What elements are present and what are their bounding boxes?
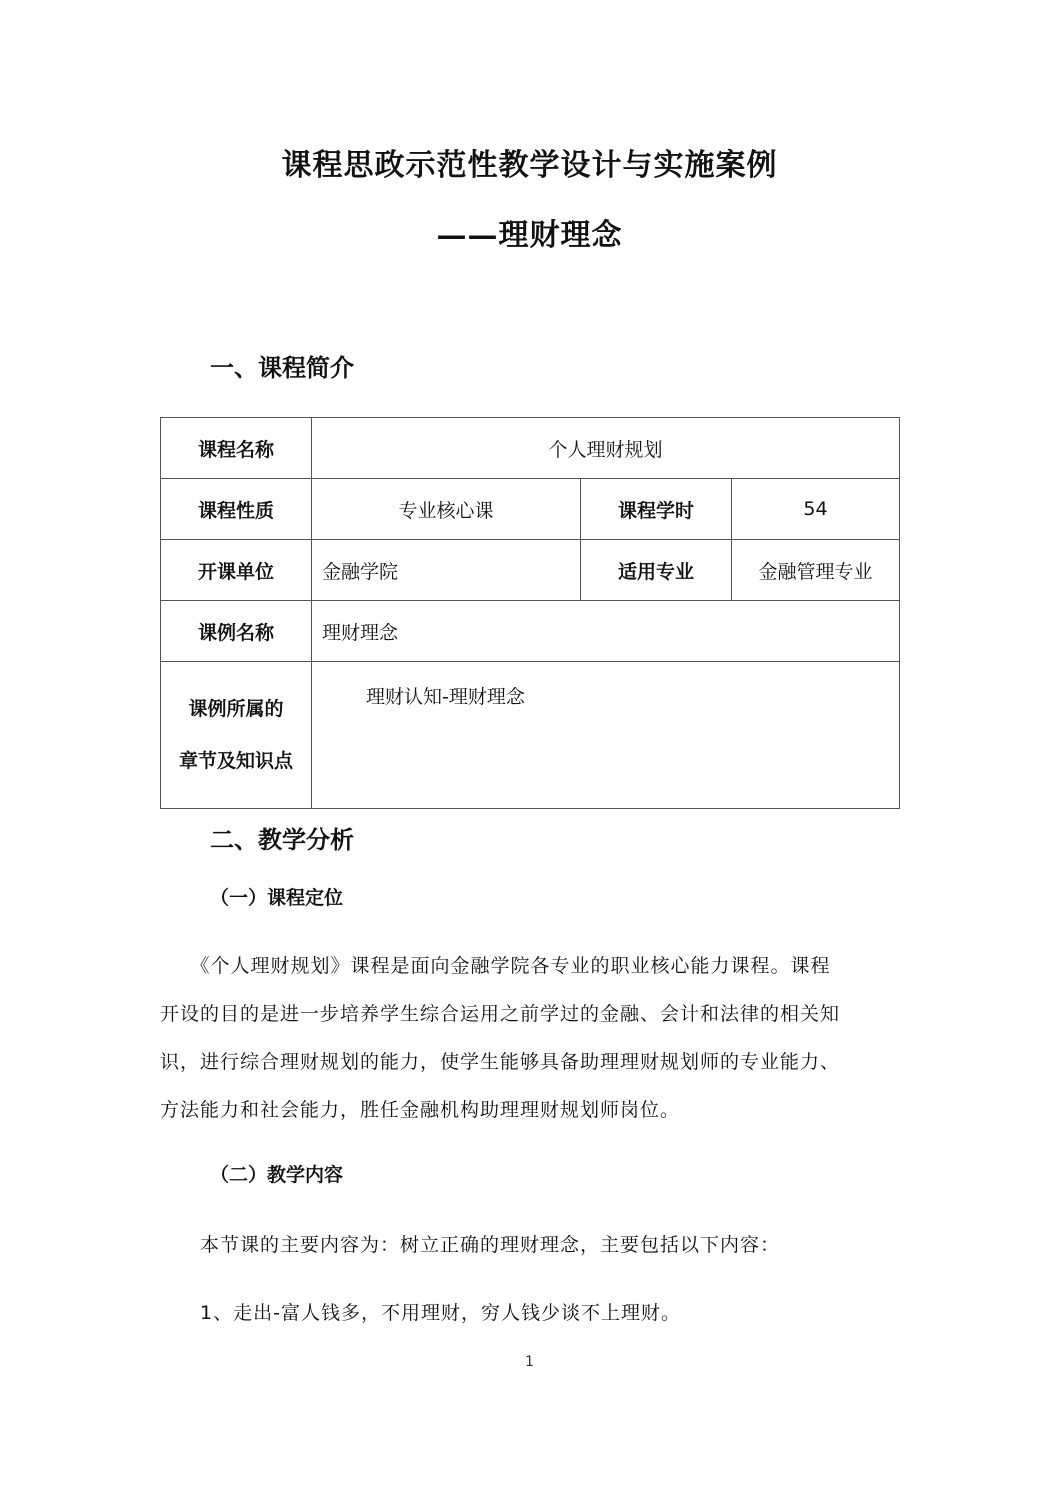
table-row: [161, 418, 900, 479]
chapter-value: 理财认知-理财理念: [312, 662, 900, 809]
teaching-content-intro: 本节课的主要内容为：树立正确的理财理念，主要包括以下内容：: [200, 1234, 781, 1256]
subheading-teaching-content: （二）教学内容: [210, 1164, 344, 1186]
course-position-paragraph: [160, 942, 886, 1134]
paragraph-line: 《个人理财规划》课程是面向金融学院各专业的职业核心能力课程。课程: [160, 955, 831, 977]
case-name-value: 理财理念: [312, 601, 900, 662]
major-label: 适用专业: [581, 540, 732, 601]
document-subtitle: ——理财理念: [436, 218, 623, 253]
chapter-label-line1: 课例所属的: [188, 698, 284, 720]
section-heading-analysis: 二、教学分析: [210, 826, 354, 854]
table-row: [161, 479, 900, 540]
unit-label: 开课单位: [161, 540, 312, 601]
course-nature-label: 课程性质: [161, 479, 312, 540]
subheading-course-position: （一）课程定位: [210, 887, 344, 909]
course-nature-value: 专业核心课: [312, 479, 581, 540]
table-row: [161, 601, 900, 662]
case-name-label: 课例名称: [161, 601, 312, 662]
unit-value: 金融学院: [312, 540, 581, 601]
course-info-table: [160, 417, 900, 809]
chapter-label: [161, 662, 312, 809]
table-row: [161, 540, 900, 601]
section-heading-intro: 一、课程简介: [210, 354, 354, 382]
paragraph-line: 开设的目的是进一步培养学生综合运用之前学过的金融、会计和法律的相关知: [160, 1003, 841, 1025]
chapter-label-line2: 章节及知识点: [178, 750, 293, 772]
major-value: 金融管理专业: [732, 540, 900, 601]
course-name-label: 课程名称: [161, 418, 312, 479]
page-number: 1: [525, 1354, 534, 1370]
document-title: 课程思政示范性教学设计与实施案例: [281, 148, 778, 183]
course-name-value: 个人理财规划: [312, 418, 900, 479]
table-row: [161, 662, 900, 809]
paragraph-line: 识，进行综合理财规划的能力，使学生能够具备助理理财规划师的专业能力、: [160, 1051, 841, 1073]
teaching-content-item: 1、走出-富人钱多，不用理财，穷人钱少谈不上理财。: [200, 1302, 681, 1324]
course-hours-value: 54: [732, 479, 900, 540]
paragraph-line: 方法能力和社会能力，胜任金融机构助理理财规划师岗位。: [160, 1099, 681, 1121]
course-hours-label: 课程学时: [581, 479, 732, 540]
